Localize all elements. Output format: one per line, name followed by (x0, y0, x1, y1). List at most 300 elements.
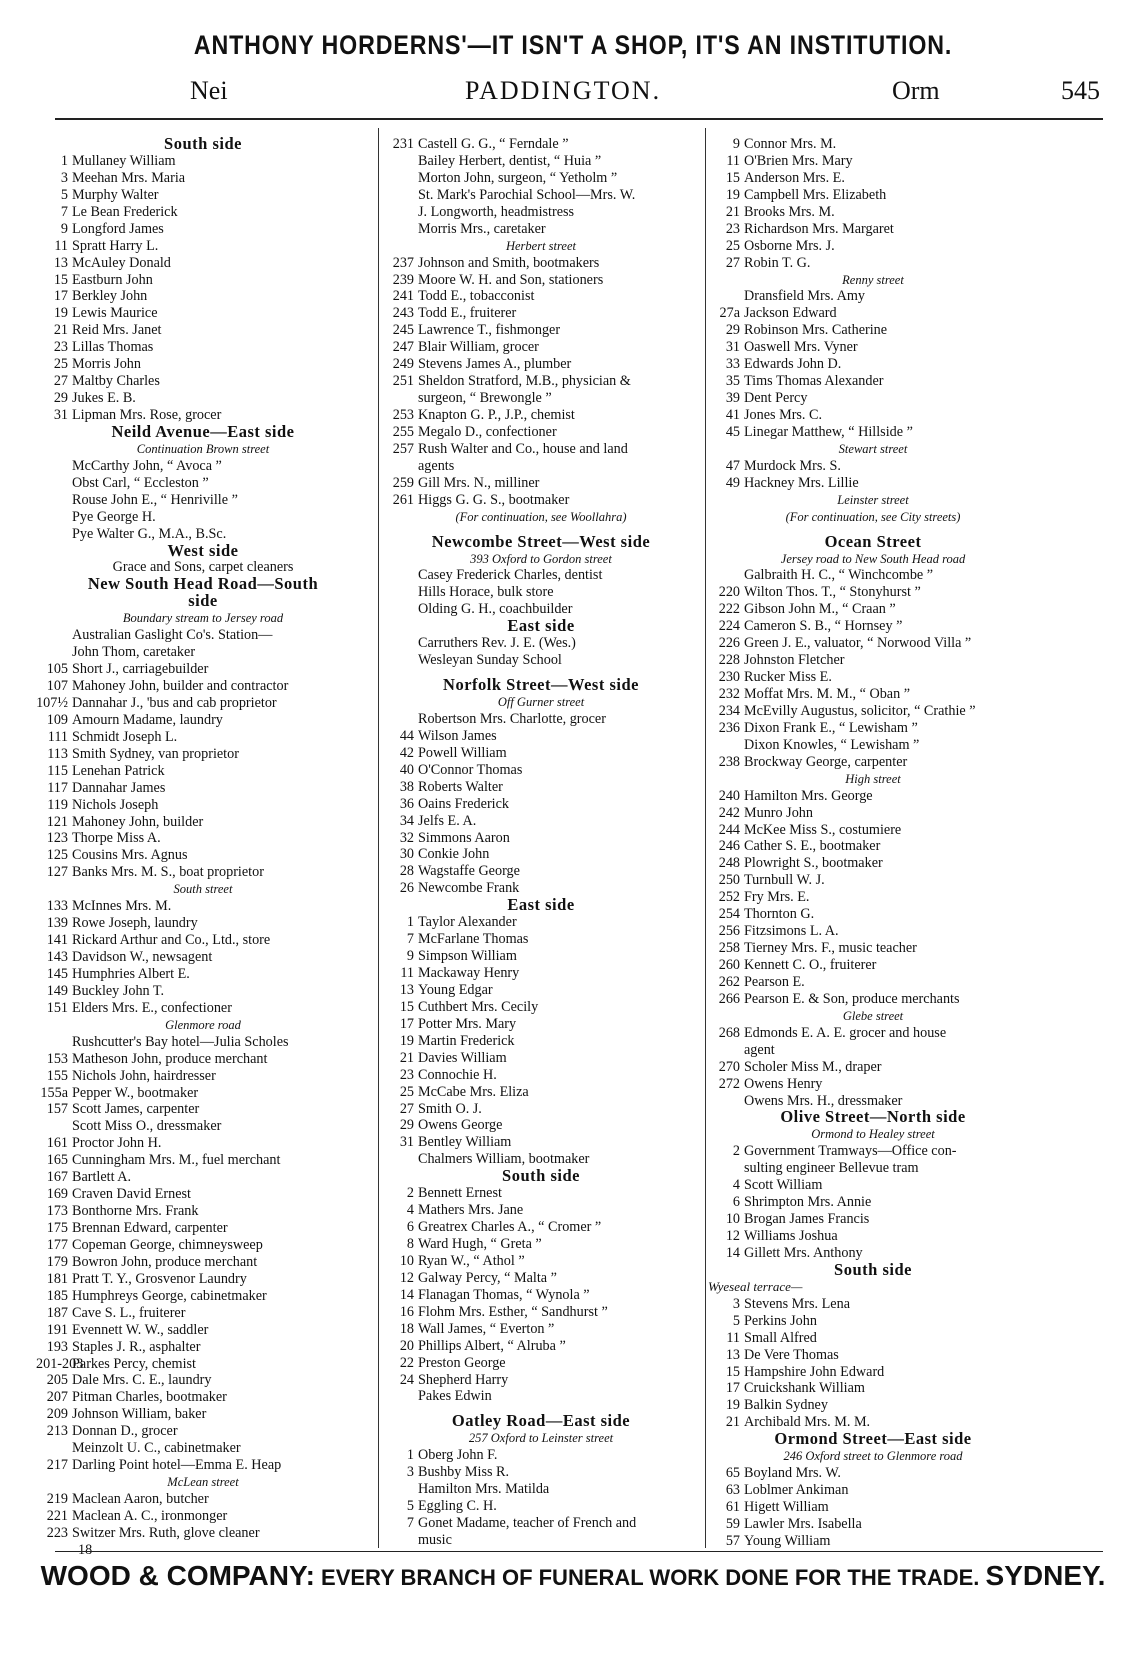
subheading-text: Off Gurner street (497, 695, 585, 709)
directory-entry (708, 1076, 1038, 1093)
house-number: 41 (725, 407, 740, 423)
house-number: 123 (46, 830, 68, 847)
heading-text: East side (507, 616, 575, 636)
resident-name: Knapton G. P., J.P., chemist (418, 407, 575, 423)
resident-name: Owens Henry (744, 1075, 823, 1092)
house-number: 220 (718, 584, 740, 601)
resident-name: Simpson William (418, 948, 517, 965)
directory-entry (708, 475, 1038, 492)
resident-name: Plowright S., bootmaker (744, 855, 883, 872)
entry-continuation (382, 458, 700, 475)
directory-entry (382, 492, 700, 509)
resident-name: Flanagan Thomas, “ Wynola ” (418, 1286, 590, 1303)
house-number: 7 (406, 931, 414, 948)
directory-entry (708, 957, 1038, 974)
house-number: 19 (725, 186, 740, 203)
house-number: 17 (53, 288, 68, 305)
directory-entry (708, 1533, 1038, 1550)
resident-name: Maltby Charles (72, 373, 160, 390)
street-subheading (382, 694, 700, 711)
resident-name: Wilton Thos. T., “ Stonyhurst ” (744, 584, 921, 601)
subheading-text: Herbert street (505, 238, 576, 253)
street-subheading (36, 610, 370, 627)
resident-name: Moffat Mrs. M. M., “ Oban ” (744, 686, 911, 702)
entry-continuation (708, 1160, 1038, 1177)
resident-name: Schmidt Joseph L. (72, 728, 178, 745)
continuation-text: J. Longworth, headmistress (418, 203, 575, 220)
house-number: 21 (725, 203, 740, 220)
house-number: 24 (399, 1371, 414, 1388)
resident-name: Johnson William, baker (72, 1406, 207, 1423)
directory-entry (708, 889, 1038, 906)
directory-entry (708, 754, 1038, 771)
house-number: 240 (718, 787, 740, 804)
resident-name: Owens Mrs. H., dressmaker (744, 1092, 903, 1109)
house-number: 15 (53, 271, 68, 288)
directory-entry (382, 1101, 700, 1118)
house-number: 8 (406, 1236, 414, 1252)
directory-entry (708, 1330, 1038, 1347)
directory-entry (36, 915, 370, 932)
directory-entry (382, 136, 700, 153)
resident-name: Parkes Percy, chemist (72, 1355, 196, 1372)
house-number: 4 (406, 1202, 414, 1219)
directory-entry (382, 965, 700, 982)
house-number: 169 (46, 1186, 68, 1203)
house-number: 244 (718, 821, 740, 838)
house-number: 201-203 (36, 1355, 84, 1372)
house-number: 245 (392, 322, 414, 339)
house-number: 185 (46, 1287, 68, 1304)
directory-entry (36, 153, 370, 170)
house-number: 254 (718, 906, 740, 923)
house-number: 113 (47, 745, 68, 762)
resident-name: Small Alfred (744, 1329, 817, 1346)
house-number: 117 (47, 779, 68, 796)
house-number: 109 (46, 711, 68, 728)
house-number: 167 (46, 1169, 68, 1186)
directory-entry (708, 339, 1038, 356)
directory-entry (382, 305, 700, 322)
resident-name: McCarthy John, “ Avoca ” (72, 457, 222, 474)
house-number: 223 (46, 1524, 68, 1541)
advertisement-text: EVERY BRANCH OF FUNERAL WORK DONE FOR THE TRADE. (321, 1565, 980, 1590)
resident-name: O'Connor Thomas (418, 761, 523, 778)
entry-continuation (382, 390, 700, 407)
directory-entry (36, 847, 370, 864)
house-number: 243 (392, 305, 414, 322)
directory-entry (708, 567, 1038, 584)
resident-name: Brogan James Francis (744, 1211, 870, 1228)
directory-entry (708, 221, 1038, 238)
house-number: 2 (406, 1185, 414, 1202)
top-banner: ANTHONY HORDERNS'—IT ISN'T A SHOP, IT'S AN INSTITUTION. (193, 30, 953, 60)
resident-name: De Vere Thomas (744, 1346, 839, 1363)
directory-entry (708, 407, 1038, 424)
running-head-left: Nei (190, 76, 228, 105)
resident-name: Pitman Charles, bootmaker (72, 1389, 227, 1406)
directory-entry (36, 661, 370, 678)
directory-entry (382, 1067, 700, 1084)
resident-name: Davidson W., newsagent (72, 949, 213, 965)
resident-name: Murphy Walter (72, 186, 159, 203)
resident-name: Lawrence T., fishmonger (418, 322, 561, 339)
resident-name: McFarlane Thomas (418, 931, 529, 948)
house-number: 253 (392, 407, 414, 423)
directory-entry (382, 322, 700, 339)
resident-name: Fitzsimons L. A. (744, 923, 839, 940)
directory-entry (382, 779, 700, 796)
resident-name: Loblmer Ankiman (744, 1482, 849, 1499)
directory-entry (36, 898, 370, 915)
house-number: 32 (399, 829, 414, 846)
directory-entry (36, 322, 370, 339)
house-number: 238 (718, 753, 740, 770)
resident-name: John Thom, caretaker (72, 644, 196, 661)
page-number: 545 (1061, 76, 1100, 105)
directory-column-2 (382, 136, 700, 1549)
directory-entry (36, 966, 370, 983)
resident-name: Matheson John, produce merchant (72, 1050, 268, 1067)
directory-entry (36, 1423, 370, 1440)
resident-name: Mathers Mrs. Jane (418, 1202, 524, 1219)
house-number: 13 (399, 981, 414, 998)
resident-name: Wagstaffe George (418, 863, 520, 880)
house-number: 151 (46, 999, 68, 1016)
house-number: 34 (399, 812, 414, 829)
directory-entry (36, 1406, 370, 1423)
house-number: 191 (46, 1321, 68, 1338)
street-subheading (708, 272, 1038, 289)
house-number: 45 (725, 423, 740, 440)
house-number: 29 (53, 390, 68, 407)
house-number: 28 (399, 863, 414, 880)
resident-name: Thornton G. (744, 906, 815, 923)
house-number: 125 (46, 847, 68, 864)
directory-entry (382, 728, 700, 745)
directory-entry (36, 1457, 370, 1474)
directory-entry (36, 1152, 370, 1169)
subheading-text: (For continuation, see Woollahra) (455, 509, 627, 524)
directory-entry (382, 796, 700, 813)
house-number: 257 (392, 440, 414, 457)
directory-entry (708, 1397, 1038, 1414)
directory-entry (36, 1491, 370, 1508)
resident-name: Jackson Edward (744, 305, 837, 322)
house-number: 221 (46, 1507, 68, 1524)
street-heading (36, 421, 370, 441)
resident-name: Galbraith H. C., “ Winchcombe ” (744, 567, 934, 584)
directory-entry (382, 170, 700, 187)
column-divider (705, 128, 706, 1548)
directory-column-3 (708, 136, 1038, 1550)
resident-name: Taylor Alexander (418, 914, 517, 931)
house-number: 59 (725, 1515, 740, 1532)
street-subheading (708, 551, 1038, 568)
resident-name: Cousins Mrs. Agnus (72, 847, 188, 864)
resident-name: Stevens James A., plumber (418, 356, 572, 373)
resident-name: Shepherd Harry (418, 1371, 509, 1388)
directory-entry (708, 1499, 1038, 1516)
resident-name: Dixon Frank E., “ Lewisham ” (744, 719, 918, 736)
directory-entry (382, 813, 700, 830)
house-number: 17 (399, 1015, 414, 1032)
house-number: 7 (60, 203, 68, 220)
continuation-text: agent (744, 1041, 775, 1058)
directory-entry (36, 1305, 370, 1322)
resident-name: Thorpe Miss A. (72, 830, 161, 847)
header-rule (55, 118, 1103, 120)
heading-text: South side (834, 1259, 912, 1279)
resident-name: Humphries Albert E. (72, 965, 190, 982)
subheading-text: McLean street (167, 1475, 239, 1490)
directory-entry (382, 153, 700, 170)
directory-entry (708, 584, 1038, 601)
resident-name: Rushcutter's Bay hotel—Julia Scholes (72, 1033, 289, 1050)
resident-name: Greatrex Charles A., “ Cromer ” (418, 1219, 602, 1236)
directory-entry (36, 238, 370, 255)
heading-text: New South Head Road—South (87, 574, 319, 594)
resident-name: Scott James, carpenter (72, 1101, 200, 1118)
resident-name: Bartlett A. (72, 1169, 132, 1186)
house-number: 219 (46, 1491, 68, 1507)
directory-entry (708, 737, 1038, 754)
house-number: 12 (725, 1228, 740, 1244)
resident-name: Gill Mrs. N., milliner (418, 474, 540, 491)
resident-name: Robin T. G. (744, 254, 811, 271)
street-subheading (36, 1017, 370, 1034)
resident-name: Maclean A. C., ironmonger (72, 1507, 228, 1524)
street-subheading (708, 1126, 1038, 1143)
house-number: 5 (732, 1312, 740, 1329)
signature-text: 18 (78, 1541, 93, 1558)
house-number: 179 (46, 1253, 68, 1270)
directory-entry (36, 339, 370, 356)
directory-entry (382, 931, 700, 948)
street-subheading (708, 509, 1038, 526)
resident-name: Preston George (418, 1354, 506, 1371)
directory-entry (708, 991, 1038, 1008)
resident-name: Le Bean Frederick (72, 203, 178, 220)
resident-name: Nichols Joseph (72, 796, 159, 813)
house-number: 9 (732, 136, 740, 152)
resident-name: Bennett Ernest (418, 1185, 502, 1202)
house-number: 25 (725, 237, 740, 254)
directory-entry (382, 1355, 700, 1372)
directory-entry (708, 1211, 1038, 1228)
resident-name: Edwards John D. (744, 356, 842, 373)
house-number: 272 (718, 1075, 740, 1092)
directory-entry (708, 703, 1038, 720)
house-number: 127 (46, 864, 68, 881)
resident-name: Sheldon Stratford, M.B., physician & (418, 373, 631, 390)
resident-name: Morton John, surgeon, “ Yetholm ” (418, 169, 618, 186)
street-heading (708, 1259, 1038, 1279)
directory-entry (382, 1372, 700, 1389)
house-number: 250 (718, 872, 740, 889)
directory-entry (36, 475, 370, 492)
house-number: 236 (718, 719, 740, 736)
directory-entry (708, 1313, 1038, 1330)
house-number: 29 (399, 1117, 414, 1134)
house-number: 6 (732, 1194, 740, 1211)
resident-name: Morris Mrs., caretaker (418, 220, 546, 237)
house-number: 255 (392, 423, 414, 440)
directory-entry (382, 1287, 700, 1304)
resident-name: Lawler Mrs. Isabella (744, 1515, 862, 1532)
resident-name: Humphreys George, cabinetmaker (72, 1287, 267, 1304)
subheading-text: (For continuation, see City streets) (785, 509, 961, 524)
resident-name: Amourn Madame, laundry (72, 711, 223, 728)
directory-entry (708, 618, 1038, 635)
house-number: 63 (725, 1482, 740, 1499)
street-subheading (36, 1474, 370, 1491)
house-number: 10 (725, 1211, 740, 1228)
street-subheading (708, 441, 1038, 458)
directory-entry (708, 458, 1038, 475)
house-number: 33 (725, 356, 740, 373)
heading-text: West side (167, 540, 239, 560)
resident-name: Wesleyan Sunday School (418, 652, 562, 669)
house-number: 11 (54, 237, 68, 254)
house-number: 13 (53, 254, 68, 271)
house-number: 260 (718, 957, 740, 973)
resident-name: Bentley William (418, 1134, 512, 1151)
resident-name: Rucker Miss E. (744, 669, 832, 686)
heading-text: Neild Avenue—East side (111, 421, 295, 441)
street-heading (382, 1413, 700, 1430)
directory-entry (382, 1388, 700, 1405)
street-heading (382, 897, 700, 914)
directory-entry (36, 830, 370, 847)
footer-rule (55, 1551, 1103, 1552)
resident-name: Rickard Arthur and Co., Ltd., store (72, 932, 271, 949)
house-number: 30 (399, 846, 414, 863)
directory-entry (36, 492, 370, 509)
resident-name: Brennan Edward, carpenter (72, 1220, 228, 1236)
house-number: 23 (725, 220, 740, 237)
entry-continuation (382, 1532, 700, 1549)
resident-name: Wall James, “ Everton ” (418, 1320, 555, 1337)
house-number: 157 (46, 1101, 68, 1118)
directory-entry (382, 762, 700, 779)
house-number: 35 (725, 373, 740, 390)
resident-name: Carruthers Rev. J. E. (Wes.) (418, 635, 576, 652)
entry-continuation (708, 1042, 1038, 1059)
resident-name: Young Edgar (418, 981, 493, 998)
resident-name: Elders Mrs. E., confectioner (72, 999, 232, 1016)
resident-name: McCabe Mrs. Eliza (418, 1083, 529, 1100)
subheading-text: 246 Oxford street to Glenmore road (783, 1449, 963, 1464)
directory-entry (382, 1236, 700, 1253)
house-number: 226 (718, 635, 740, 652)
house-number: 105 (46, 661, 68, 678)
resident-name: Newcombe Frank (418, 880, 520, 897)
resident-name: Jelfs E. A. (418, 812, 477, 829)
resident-name: Mullaney William (72, 152, 176, 169)
bottom-banner (0, 1560, 1146, 1592)
resident-name: Scholer Miss M., draper (744, 1058, 882, 1075)
directory-entry (708, 170, 1038, 187)
street-heading (382, 531, 700, 551)
directory-entry (382, 567, 700, 584)
directory-entry (36, 1101, 370, 1118)
resident-name: Megalo D., confectioner (418, 423, 557, 440)
heading-text: Ocean Street (824, 531, 922, 551)
house-number: 121 (46, 813, 68, 830)
directory-entry (36, 1339, 370, 1356)
resident-name: Davies William (418, 1049, 507, 1066)
directory-entry (382, 1270, 700, 1287)
resident-name: Oains Frederick (418, 795, 510, 812)
house-number: 27 (399, 1100, 414, 1117)
resident-name: Flohm Mrs. Esther, “ Sandhurst ” (418, 1303, 608, 1320)
house-number: 3 (60, 169, 68, 186)
directory-entry (36, 1118, 370, 1135)
directory-entry (708, 288, 1038, 305)
house-number: 14 (725, 1244, 740, 1261)
directory-entry (36, 272, 370, 289)
resident-name: Wilson James (418, 727, 497, 744)
directory-entry (36, 1372, 370, 1389)
house-number: 40 (399, 761, 414, 778)
directory-entry (382, 982, 700, 999)
directory-entry (36, 221, 370, 238)
resident-name: Spratt Harry L. (72, 237, 159, 254)
directory-entry (382, 1219, 700, 1236)
directory-entry (708, 204, 1038, 221)
resident-name: Tierney Mrs. F., music teacher (744, 940, 917, 957)
directory-entry (708, 1025, 1038, 1042)
directory-entry (708, 805, 1038, 822)
resident-name: Hamilton Mrs. George (744, 787, 873, 804)
column-divider (378, 128, 379, 1548)
directory-entry (36, 1525, 370, 1542)
resident-name: Cave S. L., fruiterer (72, 1304, 186, 1321)
directory-entry (382, 830, 700, 847)
directory-entry (382, 1050, 700, 1067)
resident-name: Perkins John (744, 1312, 817, 1329)
resident-name: Todd E., fruiterer (418, 305, 517, 322)
resident-name: Mahoney John, builder and contractor (72, 678, 289, 694)
directory-entry (382, 1304, 700, 1321)
resident-name: Pearson E. (744, 973, 805, 990)
resident-name: Richardson Mrs. Margaret (744, 220, 894, 237)
directory-entry (36, 458, 370, 475)
directory-entry (36, 356, 370, 373)
subheading-text: Continuation Brown street (136, 441, 270, 456)
directory-entry (36, 1322, 370, 1339)
directory-entry (382, 441, 700, 458)
house-number: 11 (400, 965, 414, 981)
house-number: 31 (399, 1134, 414, 1151)
house-number: 23 (399, 1066, 414, 1083)
directory-entry (708, 855, 1038, 872)
directory-entry (708, 635, 1038, 652)
house-number: 1 (406, 914, 414, 931)
resident-name: McKee Miss S., costumiere (744, 821, 902, 838)
directory-entry (36, 305, 370, 322)
directory-entry (708, 1143, 1038, 1160)
subheading-text: Leinster street (837, 492, 909, 507)
directory-entry (708, 1380, 1038, 1397)
house-number: 241 (392, 288, 414, 305)
subheading-text: 257 Oxford to Leinster street (468, 1431, 614, 1446)
house-number: 4 (732, 1177, 740, 1194)
directory-entry (708, 720, 1038, 737)
resident-name: McEvilly Augustus, solicitor, “ Crathie ” (744, 702, 976, 719)
resident-name: Fry Mrs. E. (744, 889, 810, 906)
